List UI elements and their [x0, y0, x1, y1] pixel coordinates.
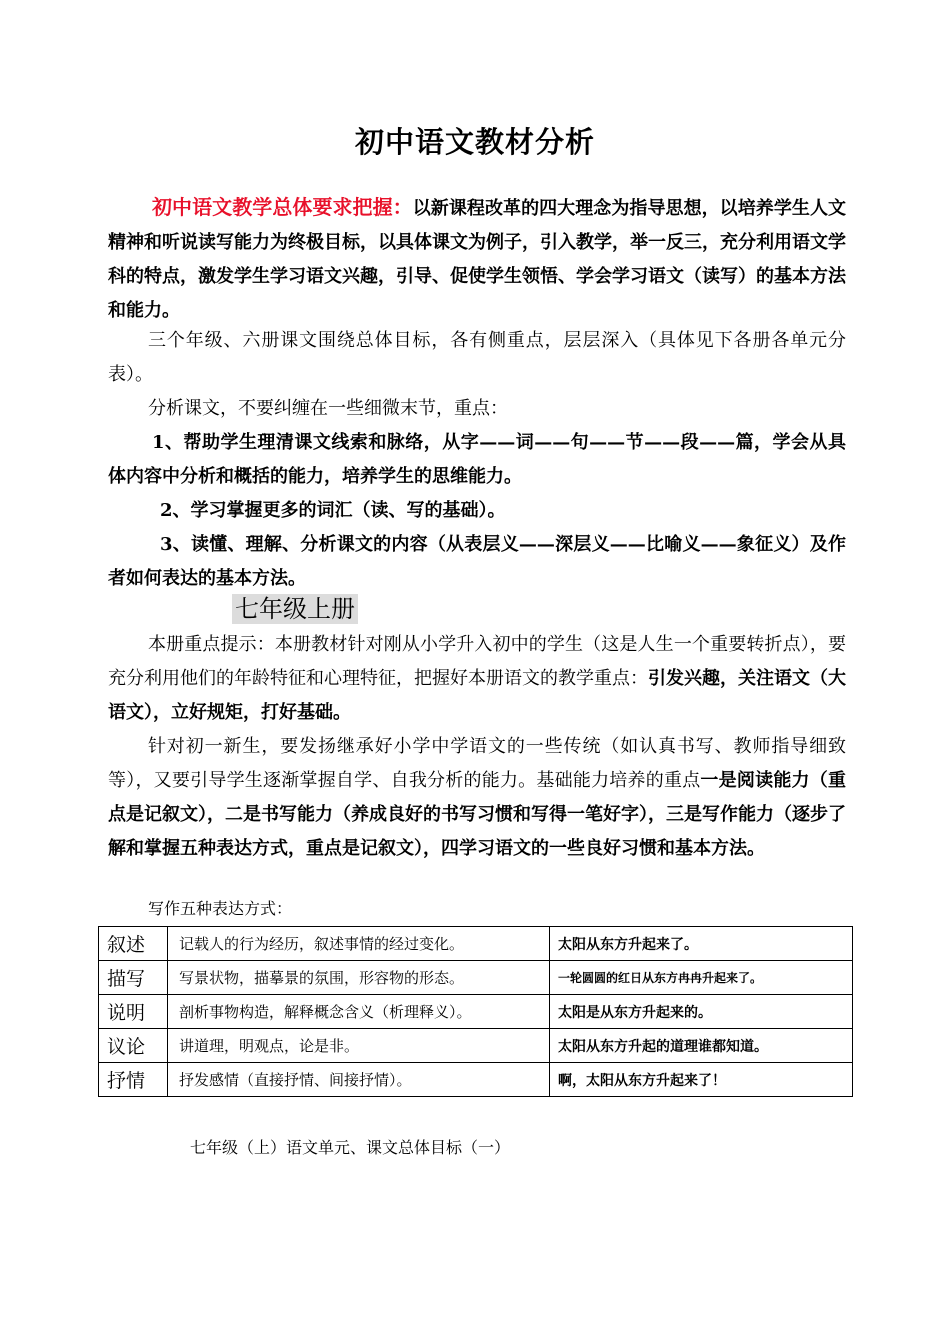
table-row	[99, 927, 853, 961]
mode-description: 抒发感情（直接抒情、间接抒情）。	[168, 1063, 550, 1097]
focus-paragraph	[108, 628, 846, 730]
focus-bold: 引发兴趣，关注语文（大语文），立好规矩，打好基础。	[108, 668, 846, 723]
mode-example: 啊，太阳从东方升起来了！	[550, 1063, 853, 1097]
mode-name: 说明	[99, 995, 168, 1029]
table-row	[99, 1063, 853, 1097]
new-students-text: 针对初一新生，要发扬继承好小学中学语文的一些传统（如认真书写、教师指导细致等），又要引导学生逐渐掌握自学、自我分析的能力。基础能力培养的重点	[108, 736, 846, 791]
mode-description: 写景状物，描摹景的氛围，形容物的形态。	[168, 961, 550, 995]
mode-example: 太阳从东方升起来了。	[550, 927, 853, 961]
expression-modes-table	[98, 926, 853, 1097]
table-row	[99, 1029, 853, 1063]
mode-example: 太阳是从东方升起来的。	[550, 995, 853, 1029]
mode-description: 记载人的行为经历，叙述事情的经过变化。	[168, 927, 550, 961]
mode-name: 议论	[99, 1029, 168, 1063]
new-students-paragraph	[108, 730, 846, 866]
mode-example: 太阳从东方升起的道理谁都知道。	[550, 1029, 853, 1063]
point-2: 2、学习掌握更多的词汇（读、写的基础）。	[160, 500, 506, 521]
intro-lead: 初中语文教学总体要求把握：	[152, 195, 413, 219]
table-caption: 写作五种表达方式：	[148, 899, 293, 918]
section-heading: 七年级上册	[232, 594, 358, 624]
table-row	[99, 961, 853, 995]
grades-paragraph: 三个年级、六册课文围绕总体目标，各有侧重点，层层深入（具体见下各册各单元分表）。	[108, 330, 846, 385]
table-row	[99, 995, 853, 1029]
footer-caption: 七年级（上）语文单元、课文总体目标（一）	[190, 1138, 511, 1157]
mode-name: 描写	[99, 961, 168, 995]
mode-description: 讲道理，明观点，论是非。	[168, 1029, 550, 1063]
intro-text: 以新课程改革的四大理念为指导思想，以培养学生人文精神和听说读写能力为终极目标，以具体课文为例子，引入教学，举一反三，充分利用语文学科的特点，激发学生学习语文兴趣，引导、促使学生领悟、学会学习语文（读写）的基本方法和能力。	[108, 198, 847, 321]
intro-paragraph	[108, 190, 846, 328]
mode-name: 叙述	[99, 927, 168, 961]
focus-text: 本册重点提示：本册教材针对刚从小学升入初中的学生（这是人生一个重要转折点），要充分利用他们的年龄特征和心理特征，把握好本册语文的教学重点：	[108, 634, 846, 689]
mode-description: 剖析事物构造，解释概念含义（析理释义）。	[168, 995, 550, 1029]
mode-example: 一轮圆圆的红日从东方冉冉升起来了。	[550, 961, 853, 995]
analysis-paragraph: 分析课文，不要纠缠在一些细微末节，重点：	[148, 398, 508, 419]
point-1: 1、帮助学生理清课文线索和脉络，从字——词——句——节——段——篇，学会从具体内容中分析和概括的能力，培养学生的思维能力。	[108, 432, 846, 487]
point-3: 3、读懂、理解、分析课文的内容（从表层义——深层义——比喻义——象征义）及作者如何表达的基本方法。	[108, 534, 846, 589]
mode-name: 抒情	[99, 1063, 168, 1097]
new-students-bold: 一是阅读能力（重点是记叙文），二是书写能力（养成良好的书写习惯和写得一笔好字），三是写作能力（逐步了解和掌握五种表达方式，重点是记叙文），四学习语文的一些良好习惯和基本方法。	[108, 770, 846, 859]
page-title: 初中语文教材分析	[354, 125, 595, 159]
